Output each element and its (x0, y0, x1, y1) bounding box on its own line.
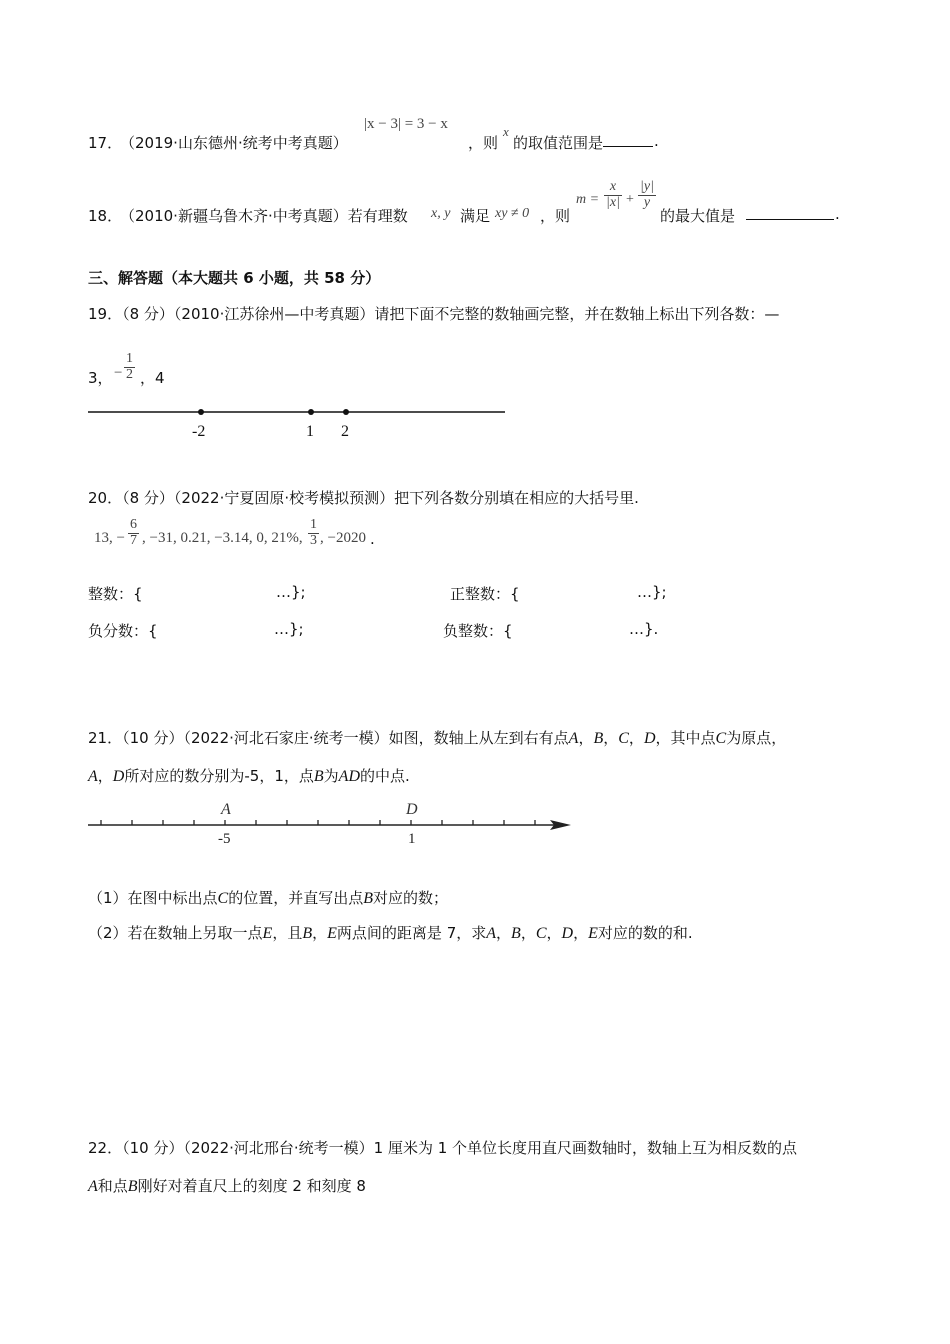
q18-vars: x, y (431, 206, 451, 221)
q21-l2-c1: ， (97, 767, 113, 785)
q20-numbers-c: , −2020 (320, 530, 366, 546)
q21-s2-E: E (262, 925, 273, 942)
q21-c3: ， (628, 729, 644, 747)
q19-label-1: 1 (306, 423, 314, 440)
q21-fig-label-A: A (221, 801, 231, 818)
q21-sub-2 (88, 922, 693, 943)
q21-s2-E2: E (327, 925, 337, 942)
section-heading-3: 三、解答题（本大题共 6 小题，共 58 分） (88, 269, 381, 287)
q17-number: 17． (88, 134, 123, 152)
q21-s2-e: ， (496, 924, 512, 942)
q21-s2-d: 两点间的距离是 7，求 (336, 924, 487, 942)
q19-f-denominator: 2 (126, 366, 133, 382)
q21-l2-A: A (88, 768, 98, 785)
q20-cat-neg-int: 负整数：{ (443, 622, 513, 640)
q21-s2-C: C (535, 925, 547, 942)
q20-f2-numerator: 1 (310, 517, 317, 532)
q20-cat-integer: 整数：{ (88, 585, 143, 603)
q20-cat-integer-end: …}; (276, 583, 306, 601)
q19-label-neg2: -2 (192, 423, 206, 440)
q19-label-2: 2 (341, 423, 349, 440)
q19-l2-a: 3， (88, 369, 113, 387)
q21-s2-b: ，且 (272, 924, 303, 942)
q21-point-D: D (643, 730, 656, 747)
q21-s1-b: 的位置，并直写出点 (228, 889, 364, 907)
q21-c1: ， (578, 729, 594, 747)
q20-cat-neg-int-end: …}. (629, 620, 659, 638)
q20-cat-pos-int-end: …}; (637, 583, 667, 601)
q21-l1-b: ，其中点 (655, 729, 716, 747)
q21-point-C: C (618, 730, 629, 747)
q20-numbers-b: , −31, 0.21, −3.14, 0, 21%, (142, 530, 303, 546)
q21-point-B: B (593, 730, 604, 747)
q20-numbers-end: . (370, 530, 375, 548)
q18-f1-numerator: x (604, 180, 622, 196)
q17-end: . (654, 132, 659, 150)
q19-line-1: 19．（8 分）（2010·江苏徐州—中考真题）请把下面不完整的数轴画完整，并在数轴上标出下列各数：— (88, 305, 780, 323)
q21-l1-a: 21．（10 分）（2022·河北石家庄·统考一模）如图，数轴上从左到右有点 (88, 729, 569, 747)
q21-l2-B: B (313, 768, 324, 785)
q21-fig-label-D: D (406, 801, 418, 818)
q21-s2-g: ， (546, 924, 562, 942)
q18-f2-numerator: |y| (640, 179, 654, 194)
q20-cat-pos-int: 正整数：{ (450, 585, 520, 603)
q18-m-eq: m = (576, 192, 600, 207)
q18-f2-denominator: y (643, 194, 651, 210)
q21-s2-a: （2）若在数轴上另取一点 (88, 924, 263, 942)
q18-f1-denominator: |x| (606, 194, 620, 210)
q17-source: （2019·山东德州·统考中考真题） (120, 134, 348, 152)
q17-tail: 的取值范围是 (513, 134, 604, 152)
q20-f2-denominator: 3 (310, 532, 317, 548)
q21-point-C2: C (715, 730, 727, 747)
q21-l2-AD: AD (338, 768, 360, 785)
q21-fig-label-1: 1 (408, 831, 416, 847)
q22-l2-b: 刚好对着直尺上的刻度 2 和刻度 8 (137, 1177, 366, 1195)
q21-s2-A: A (486, 925, 497, 942)
q18-satisfy: 满足 (460, 207, 491, 225)
q20-numbers-a: 13, − (94, 530, 125, 546)
q21-l2-c: 的中点. (360, 767, 410, 785)
q21-l2-a: 所对应的数分别为-5，1，点 (124, 767, 314, 785)
q21-s2-c: ， (312, 924, 328, 942)
q22-line-2 (88, 1175, 366, 1196)
q21-s1-B: B (363, 890, 374, 907)
q21-s2-B2: B (511, 925, 521, 942)
q17-formula: |x − 3| = 3 − x (364, 116, 448, 132)
q21-l2-b: 为 (323, 767, 339, 785)
q21-s1-a: （1）在图中标出点 (88, 889, 218, 907)
q20-cat-neg-frac: 负分数：{ (88, 622, 158, 640)
q21-fig-label-neg5: -5 (218, 831, 231, 847)
q18-source: （2010·新疆乌鲁木齐·中考真题）若有理数 (120, 207, 408, 225)
q18-condition: xy ≠ 0 (495, 206, 530, 221)
q22-l2-A: A (88, 1178, 98, 1195)
q17-var: x (503, 124, 509, 139)
q18-tail: 的最大值是 (660, 207, 736, 225)
q20-line-1: 20．（8 分）（2022·宁夏固原·校考模拟预测）把下列各数分别填在相应的大括号里. (88, 489, 639, 507)
q18-then: ，则 (540, 207, 571, 225)
q21-c2: ， (603, 729, 619, 747)
q21-l2-D: D (112, 768, 125, 785)
q21-sub-1 (88, 887, 448, 908)
q21-s1-C: C (217, 890, 229, 907)
q17-then: ，则 (468, 134, 499, 152)
q21-s2-f: ， (520, 924, 536, 942)
q21-s2-h: ， (573, 924, 589, 942)
q18-end: . (835, 205, 840, 223)
q21-s2-E3: E (588, 925, 598, 942)
q22-line-1: 22．（10 分）（2022·河北邢台·统考一模）1 厘米为 1 个单位长度用直尺画数轴时，数轴上互为相反数的点 (88, 1139, 798, 1157)
q22-l2-B: B (127, 1178, 138, 1195)
q20-f1-numerator: 6 (130, 517, 137, 532)
q19-f-numerator: 1 (126, 351, 133, 366)
q21-s2-B: B (302, 925, 313, 942)
q18-plus: + (626, 192, 634, 207)
q21-s2-D: D (561, 925, 574, 942)
q19-neg-sign: − (114, 365, 123, 381)
q21-point-A: A (568, 730, 579, 747)
q21-s1-c: 对应的数； (373, 889, 449, 907)
q21-l1-c: 为原点， (726, 729, 787, 747)
q18-number: 18． (88, 207, 123, 225)
q22-l2-a: 和点 (97, 1177, 128, 1195)
q19-l2-b: ，4 (140, 369, 165, 387)
q21-s2-i: 对应的数的和. (597, 924, 693, 942)
q20-f1-denominator: 7 (130, 532, 137, 548)
q20-cat-neg-frac-end: …}; (274, 620, 304, 638)
